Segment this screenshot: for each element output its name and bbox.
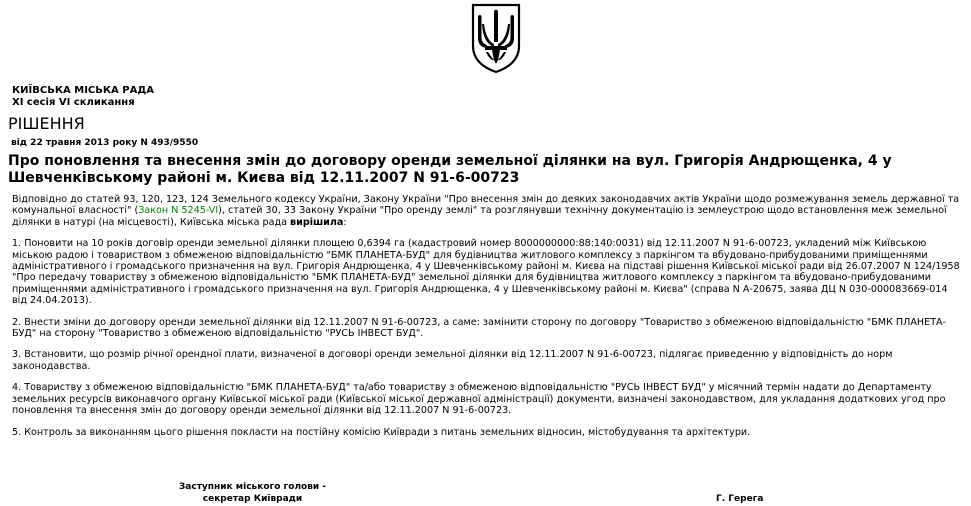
preamble-end: : [343, 216, 347, 228]
item-4: 4. Товариству з обмеженою відповідальністю "БМК ПЛАНЕТА-БУД" та/або товариству з обмеженою відповідальністю "РУСЬ ІНВЕСТ БУД" у місячний термін надати до Департаменту земельних ресурсів виконавчого органу Київської міської ради (Київської міської державної адміністрації) документи, визначені законодавством, для укладання додаткових угод про поновлення та внесення змін до договору оренди земельної ділянки від 12.11.2007 N 91-6-00723. [12, 382, 946, 417]
preamble-text: Відповідно до статей 93, 120, 123, 124 Земельного кодексу України, Закону України "Про внесення змін до деяких законодавчих актів України щодо розмежування земель державної та комунальної власності" ( [12, 194, 960, 217]
signatory-position-line2: секретар Київради [202, 494, 303, 504]
signatory-position [160, 481, 345, 505]
decided-word: вирішила [290, 216, 344, 228]
document-date-number: від 22 травня 2013 року N 493/9550 [11, 138, 199, 148]
document-body [12, 194, 960, 448]
document-type: РІШЕННЯ [8, 114, 85, 133]
item-5: 5. Контроль за виконанням цього рішення покласти на постійну комісію Київради з питань земельних відносин, містобудування та архітектури. [12, 426, 751, 438]
decision-title: Про поновлення та внесення змін до договору оренди земельної ділянки на вул. Григорія Андрющенка, 4 у Шевченківському районі м. Києва від 12.11.2007 N 91-6-00723 [8, 153, 892, 186]
law-link[interactable]: Закон N 5245-VI [138, 205, 219, 217]
session-info: XI сесія VI скликання [12, 97, 135, 108]
preamble-text-continued: ), статей 30, 33 Закону України "Про оренду землі" та розглянувши технічну документацію із землеустрою щодо встановлення меж земельної ділянки в натурі (на місцевості), Київська міська рада [12, 205, 947, 228]
preamble [12, 194, 960, 228]
coat-of-arms-trident-icon [470, 2, 522, 74]
council-name: КИЇВСЬКА МІСЬКА РАДА [12, 85, 154, 96]
signatory-name: Г. Герега [716, 494, 764, 504]
item-2: 2. Внести зміни до договору оренди земельної ділянки від 12.11.2007 N 91-6-00723, а саме: замінити сторону по договору "Товариство з обмеженою відповідальністю "БМК ПЛАНЕТА-БУД" на сторону "Товариство з обмеженою відповідальністю "РУСЬ ІНВЕСТ БУД". [12, 316, 947, 340]
signatory-position-line1: Заступник міського голови - [178, 482, 327, 492]
item-1: 1. Поновити на 10 років договір оренди земельної ділянки площею 0,6394 га (кадастровий номер 8000000000:88:140:0031) від 12.11.2007 N 91-6-00723, укладений між Київською міською радою і товариством з обмеженою відповідальністю "БМК ПЛАНЕТА-БУД" для будівництва житлового комплексу з паркінгом та вбудовано-прибудованими приміщеннями адміністративного і громадського призначення на вул. Григорія Андрющенка, 4 у Шевченківському районі м. Києва на підставі рішення Київської міської ради від 26.07.2007 N 124/1958 "Про передачу товариству з обмеженою відповідальністю "БМК ПЛАНЕТА-БУД" земельної ділянки для будівництва житлового комплексу з паркінгом та вбудовано-прибудованими приміщеннями адміністративного і громадського призначення на вул. Григорія Андрющенка, 4 у Шевченківському районі м. Києва" (справа N А-20675, заява ДЦ N 030-000083669-014 від 24.04.2013). [12, 238, 960, 307]
item-3: 3. Встановити, що розмір річної орендної плати, визначеної в договорі оренди земельної ділянки від 12.11.2007 N 91-6-00723, підлягає приведенню у відповідність до норм законодавства. [12, 349, 893, 372]
